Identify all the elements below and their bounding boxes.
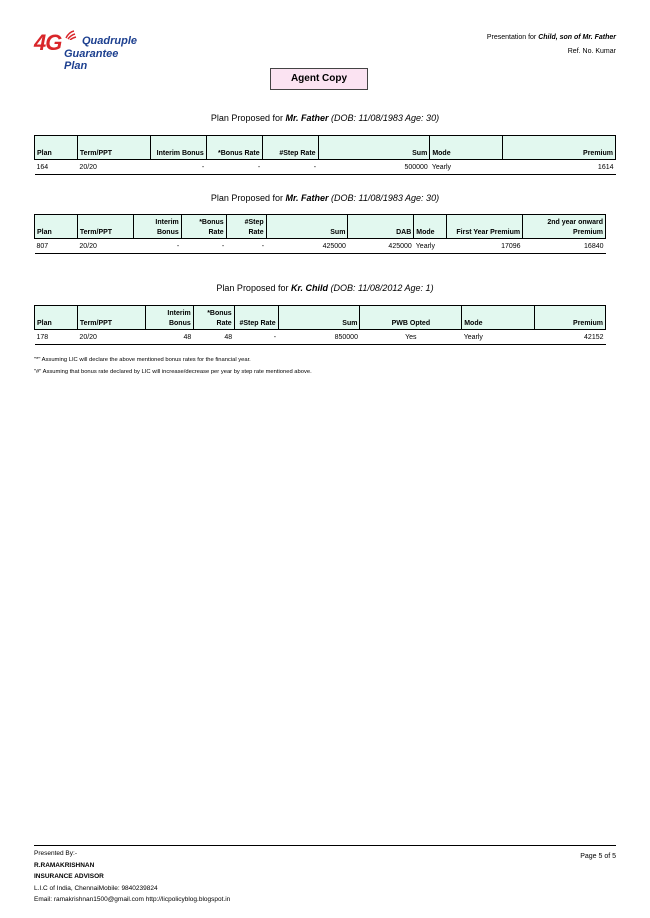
table-cell: 20/20	[77, 330, 145, 345]
table-cell: 164	[35, 160, 78, 175]
header-info	[487, 31, 616, 59]
table-cell: Yearly	[414, 239, 447, 254]
table-row	[35, 330, 606, 345]
agent-copy-label: Agent Copy	[270, 68, 368, 90]
table-cell: 20/20	[77, 239, 133, 254]
logo-line1: Quadruple	[82, 35, 138, 47]
table-header-row	[35, 215, 606, 239]
presentation-for	[487, 31, 616, 45]
table-cell: 48	[145, 330, 193, 345]
table-cell: -	[226, 239, 266, 254]
table-cell: 500000	[318, 160, 430, 175]
col-header: Mode	[414, 215, 447, 239]
table-cell: -	[181, 239, 226, 254]
presentation-for-name: Child, son of Mr. Father	[538, 34, 616, 41]
col-header: DAB	[348, 215, 414, 239]
col-header: *Bonus Rate	[206, 136, 262, 160]
advisor-name: R.RAMAKRISHNAN	[34, 861, 95, 869]
advisor-org: L.I.C of India, ChennaiMobile: 9840239824	[34, 884, 158, 892]
footer-divider	[34, 845, 616, 846]
col-header: Plan	[35, 306, 78, 330]
table3-caption	[0, 283, 650, 293]
logo-line2: Guarantee Plan	[64, 48, 119, 72]
table-cell: -	[133, 239, 181, 254]
table-cell: Yearly	[462, 330, 535, 345]
advisor-email: Email: ramakrishnan1500@gmail.com http://licpolicyblog.blogspot.in	[34, 896, 231, 903]
caption-person: Kr. Child	[290, 283, 328, 293]
col-header: Interim Bonus	[133, 215, 181, 239]
table-cell: -	[150, 160, 206, 175]
table-cell: 20/20	[77, 160, 150, 175]
col-header: Term/PPT	[77, 306, 145, 330]
col-header: *Bonus Rate	[193, 306, 234, 330]
table-cell: 1614	[503, 160, 616, 175]
col-header: #Step Rate	[234, 306, 278, 330]
table-cell: 425000	[266, 239, 348, 254]
table2-caption	[0, 193, 650, 203]
caption-prefix: Plan Proposed for	[210, 113, 286, 123]
logo-mark: 4G	[34, 30, 62, 55]
caption-prefix: Plan Proposed for	[216, 283, 291, 293]
col-header: Mode	[430, 136, 503, 160]
table-header-row	[35, 136, 616, 160]
col-header: Plan	[35, 215, 78, 239]
col-header: Premium	[535, 306, 606, 330]
table-cell: 16840	[523, 239, 606, 254]
table-header-row	[35, 306, 606, 330]
plan-table-1	[34, 135, 616, 175]
table-row	[35, 239, 606, 254]
col-header: #Step Rate	[226, 215, 266, 239]
plan-table-2	[34, 214, 606, 254]
col-header: Interim Bonus	[145, 306, 193, 330]
col-header: 2nd year onward Premium	[523, 215, 606, 239]
page-number: Page 5 of 5	[580, 853, 616, 860]
signal-wave-icon	[64, 28, 82, 40]
col-header: Mode	[462, 306, 535, 330]
plan-logo	[34, 28, 138, 72]
table1-caption	[0, 113, 650, 123]
table-cell: 807	[35, 239, 78, 254]
table-cell: Yes	[360, 330, 462, 345]
plan-table-3	[34, 305, 606, 345]
table-cell: 850000	[278, 330, 360, 345]
col-header: *Bonus Rate	[181, 215, 226, 239]
caption-person: Mr. Father	[285, 113, 329, 123]
advisor-title: INSURANCE ADVISOR	[34, 873, 104, 880]
table-cell: 17096	[447, 239, 523, 254]
table-cell: 178	[35, 330, 78, 345]
table-row	[35, 160, 616, 175]
table-cell: 42152	[535, 330, 606, 345]
table-cell: Yearly	[430, 160, 503, 175]
footnotes	[34, 354, 312, 378]
table-cell: -	[262, 160, 318, 175]
col-header: PWB Opted	[360, 306, 462, 330]
caption-prefix: Plan Proposed for	[210, 193, 286, 203]
col-header: Sum	[266, 215, 348, 239]
footnote-step: "#" Assuming that bonus rate declared by LIC will increase/decrease per year by step rate mentioned above.	[34, 369, 312, 375]
caption-dob: (DOB: 11/08/2012 Age: 1)	[330, 283, 434, 293]
col-header: Term/PPT	[77, 136, 150, 160]
ref-no: Ref. No. Kumar	[567, 48, 616, 55]
caption-dob: (DOB: 11/08/1983 Age: 30)	[331, 113, 440, 123]
caption-person: Mr. Father	[285, 193, 329, 203]
table-cell: 425000	[348, 239, 414, 254]
footnote-bonus: "*" Assuming LIC will declare the above mentioned bonus rates for the financial year.	[34, 357, 251, 363]
col-header: Premium	[503, 136, 616, 160]
table-cell: -	[234, 330, 278, 345]
col-header: Plan	[35, 136, 78, 160]
col-header: #Step Rate	[262, 136, 318, 160]
col-header: Sum	[278, 306, 360, 330]
col-header: Term/PPT	[77, 215, 133, 239]
footer	[34, 848, 230, 906]
table-cell: -	[206, 160, 262, 175]
col-header: Sum	[318, 136, 430, 160]
col-header: Interim Bonus	[150, 136, 206, 160]
presentation-prefix: Presentation for	[486, 34, 539, 41]
presented-by: Presented By:-	[34, 850, 77, 857]
table-cell: 48	[193, 330, 234, 345]
caption-dob: (DOB: 11/08/1983 Age: 30)	[331, 193, 440, 203]
col-header: First Year Premium	[447, 215, 523, 239]
